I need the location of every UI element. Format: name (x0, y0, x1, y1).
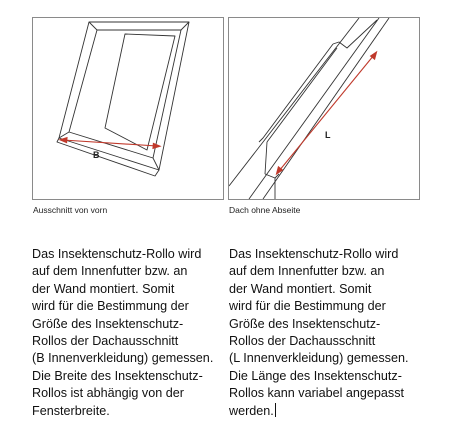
desc-line: wird für die Bestimmung der (229, 299, 386, 314)
desc-line: der Wand montiert. Somit (32, 281, 175, 296)
desc-line: Rollos kann variabel angepasst (229, 386, 405, 401)
desc-line: Größe des Insektenschutz- (229, 316, 381, 331)
width-label: B (93, 150, 100, 160)
desc-line: Fensterbreite. (32, 403, 110, 418)
desc-line: Rollos ist abhängig von der (32, 386, 184, 401)
text-cursor (275, 403, 276, 417)
desc-line: Die Breite des Insektenschutz- (32, 368, 203, 383)
window-glass (105, 34, 175, 150)
description-front-view (32, 246, 227, 420)
desc-line: (B Innenverkleidung) gemessen. (32, 351, 214, 366)
description-roof-section[interactable] (229, 246, 424, 420)
desc-line: Die Länge des Insektenschutz- (229, 368, 402, 383)
front-view-drawing (33, 18, 223, 199)
length-measure-arrow (277, 52, 377, 174)
roof-section-drawing (229, 18, 419, 199)
caption-front-view: Ausschnitt von vorn (33, 205, 108, 215)
roof-mid-line (249, 18, 379, 199)
roof-outer-line (229, 18, 359, 186)
desc-line: Rollos der Dachausschnitt (32, 334, 179, 349)
length-label: L (325, 130, 331, 140)
desc-line: Das Insektenschutz-Rollo wird (229, 247, 399, 261)
roof-inner-line (263, 18, 389, 199)
window-side-frame (259, 44, 333, 142)
desc-line-text: werden. (229, 403, 274, 418)
desc-line-last (229, 403, 424, 420)
figure-front-view (32, 17, 224, 200)
desc-line: der Wand montiert. Somit (229, 281, 372, 296)
desc-line: Rollos der Dachausschnitt (229, 334, 376, 349)
desc-line: auf dem Innenfutter bzw. an (229, 264, 385, 279)
desc-line: auf dem Innenfutter bzw. an (32, 264, 188, 279)
desc-line: Das Insektenschutz-Rollo wird (32, 247, 202, 261)
desc-line: Größe des Insektenschutz- (32, 316, 184, 331)
figure-roof-section (228, 17, 420, 200)
desc-line: (L Innenverkleidung) gemessen. (229, 351, 409, 366)
desc-line: wird für die Bestimmung der (32, 299, 189, 314)
caption-roof-section: Dach ohne Abseite (229, 205, 301, 215)
